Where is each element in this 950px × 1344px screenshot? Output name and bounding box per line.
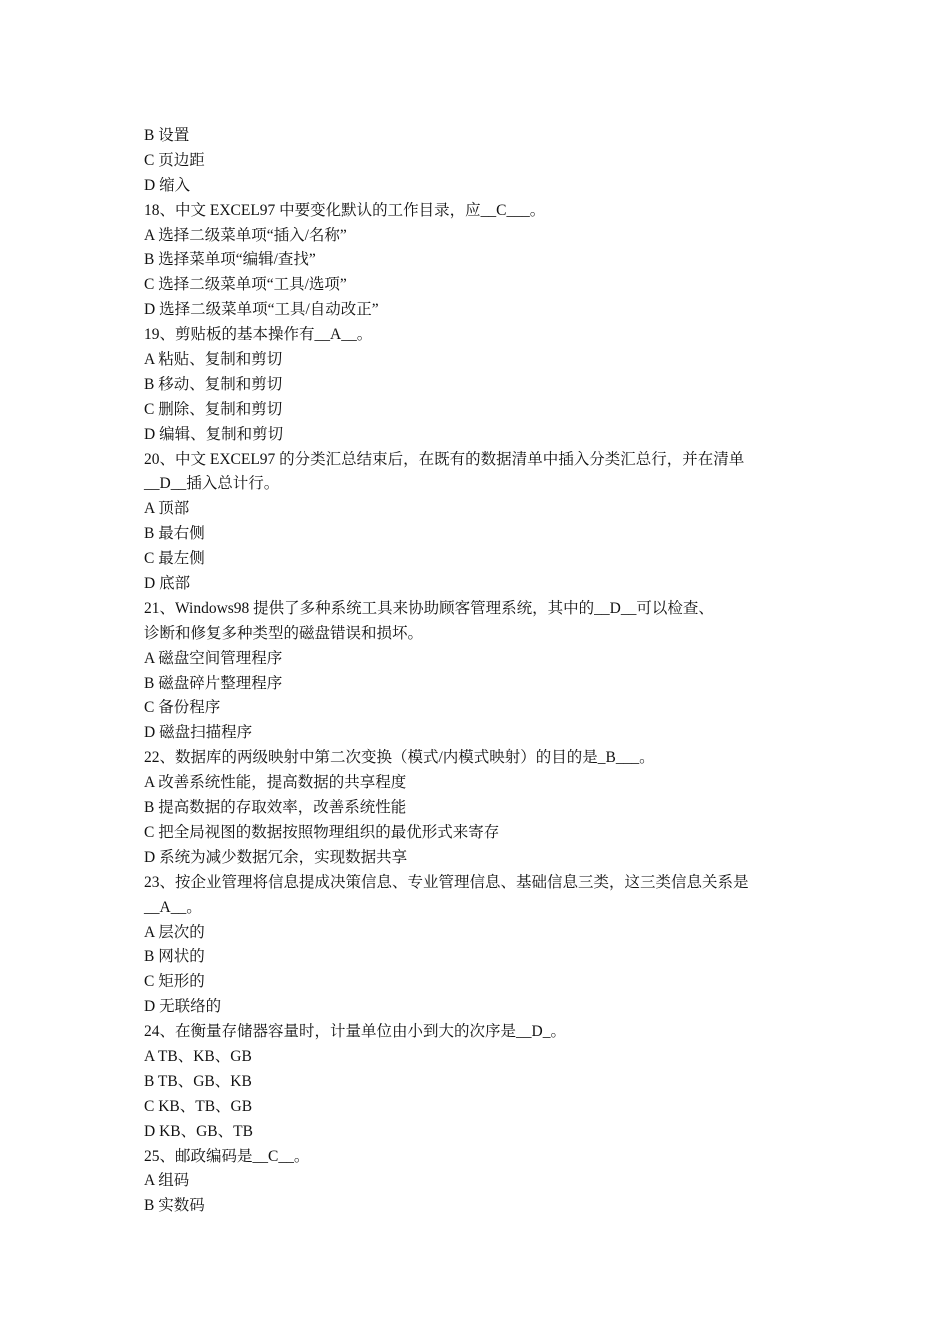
text-line: D 磁盘扫描程序 xyxy=(144,724,253,742)
text-line: C 把全局视图的数据按照物理组织的最优形式来寄存 xyxy=(144,823,500,841)
text-line: B 设置 xyxy=(144,127,190,144)
text-line: B 最右侧 xyxy=(144,525,205,543)
text-line: 20、中文 EXCEL97 的分类汇总结束后，在既有的数据清单中插入分类汇总行，并在清单 xyxy=(144,450,745,468)
text-line: B TB、GB、KB xyxy=(144,1072,252,1090)
text-line: __D__插入总计行。 xyxy=(144,475,280,493)
text-line: A 顶部 xyxy=(144,500,190,518)
text-line: D 选择二级菜单项“工具/自动改正” xyxy=(144,301,379,319)
text-line: D 无联络的 xyxy=(144,998,222,1016)
text-line: D KB、GB、TB xyxy=(144,1122,253,1140)
text-line: C 选择二级菜单项“工具/选项” xyxy=(144,276,347,294)
text-line: C KB、TB、GB xyxy=(144,1097,253,1115)
text-line: B 移动、复制和剪切 xyxy=(144,375,283,393)
text-line: 25、邮政编码是__C__。 xyxy=(144,1147,310,1165)
text-line: D 缩入 xyxy=(144,176,191,194)
text-line: 诊断和修复多种类型的磁盘错误和损坏。 xyxy=(144,624,424,642)
text-line: C 最左侧 xyxy=(144,550,205,568)
text-line: A 磁盘空间管理程序 xyxy=(144,649,283,667)
text-line: A 选择二级菜单项“插入/名称” xyxy=(144,226,347,244)
text-line: 22、数据库的两级映射中第二次变换（模式/内模式映射）的目的是_B___。 xyxy=(144,749,655,767)
text-line: 23、按企业管理将信息提成决策信息、专业管理信息、基础信息三类，这三类信息关系是 xyxy=(144,873,749,891)
text-line: 24、在衡量存储器容量时，计量单位由小到大的次序是__D_。 xyxy=(144,1023,566,1041)
text-line: D 系统为减少数据冗余，实现数据共享 xyxy=(144,848,408,866)
text-line: C 页边距 xyxy=(144,151,205,169)
text-line: C 矩形的 xyxy=(144,973,205,991)
text-line: B 磁盘碎片整理程序 xyxy=(144,674,283,692)
text-line: B 实数码 xyxy=(144,1197,205,1215)
text-line: D 底部 xyxy=(144,575,191,593)
text-line: B 选择菜单项“编辑/查找” xyxy=(144,251,316,269)
text-line: 18、中文 EXCEL97 中要变化默认的工作目录，应__C___。 xyxy=(144,201,546,219)
text-line: A 层次的 xyxy=(144,923,205,941)
text-line: D 编辑、复制和剪切 xyxy=(144,425,284,443)
text-line: C 备份程序 xyxy=(144,699,221,717)
text-line: 19、剪贴板的基本操作有__A__。 xyxy=(144,326,373,344)
text-line: B 提高数据的存取效率，改善系统性能 xyxy=(144,799,407,817)
text-line: __A__。 xyxy=(144,898,202,916)
text-line: A 粘贴、复制和剪切 xyxy=(144,351,283,369)
text-line: A TB、KB、GB xyxy=(144,1047,252,1065)
text-line: A 组码 xyxy=(144,1172,190,1190)
text-line: A 改善系统性能，提高数据的共享程度 xyxy=(144,774,407,792)
text-line: C 删除、复制和剪切 xyxy=(144,400,283,418)
text-line: B 网状的 xyxy=(144,948,205,966)
text-line: 21、Windows98 提供了多种系统工具来协助顾客管理系统，其中的__D__可以检查、 xyxy=(144,599,714,617)
document-body xyxy=(144,124,824,1219)
